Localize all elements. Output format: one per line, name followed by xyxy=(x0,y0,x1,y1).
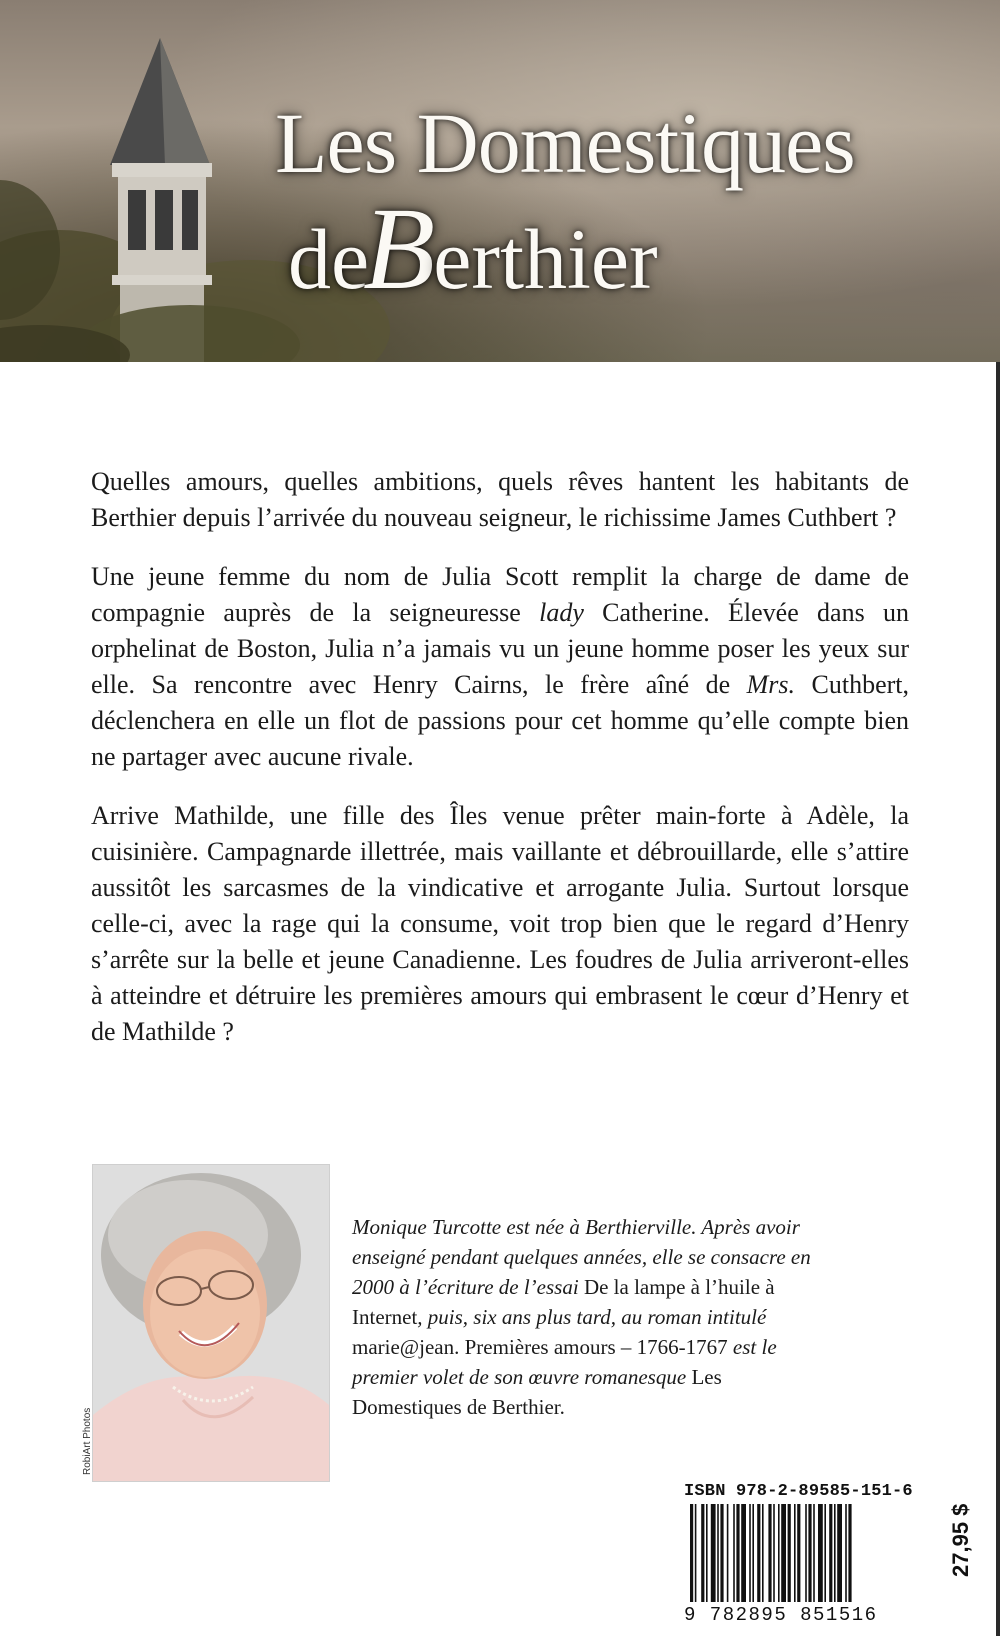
price-label: 27,95 $ xyxy=(948,1503,973,1577)
synopsis-paragraph-3: Arrive Mathilde, une fille des Îles venue prêter main-forte à Adèle, la cuisinière. Campagnarde illettrée, mais vaillante et débrouillarde, elle s’attire aussitôt les sarcasmes de la vindicative et arrogante Julia. Surtout lorsque celle-ci, avec la rage qui la consume, voit trop bien que le regard d’Henry s’arrête sur la belle et jeune Canadienne. Les foudres de Julia arriveront-elles à atteindre et détruire les premières amours qui embrasent le cœur d’Henry et de Mathilde ? xyxy=(91,801,909,1046)
barcode-bar xyxy=(752,1504,754,1602)
barcode-bar xyxy=(727,1504,729,1602)
barcode-bar xyxy=(797,1504,800,1602)
synopsis-p2-part-b: Catherine. Élevée dans un orphelinat de Boston, Julia n’a jamais vu un jeune homme poser les yeux sur elle. Sa rencontre avec Henry Cairns, le frère aîné de xyxy=(91,598,910,699)
synopsis-p2-part-c: Cuthbert, déclenchera en elle un flot de passions pour cet homme qu’elle compte bien ne partager avec aucune rivale. xyxy=(91,670,909,771)
cover-banner xyxy=(0,0,1000,362)
bio-book-3: Les Domestiques de Berthier. xyxy=(352,1365,722,1419)
barcode-bar xyxy=(706,1504,708,1602)
barcode-bar xyxy=(778,1504,780,1602)
book-title xyxy=(0,0,1000,362)
barcode-bar xyxy=(720,1504,723,1602)
author-photo xyxy=(92,1164,330,1482)
author-bio xyxy=(352,1212,812,1422)
barcode-bar xyxy=(837,1504,842,1602)
bio-book-1: De la lampe à l’huile à Internet xyxy=(352,1275,775,1329)
barcode-bar xyxy=(757,1504,760,1602)
barcode-bar xyxy=(813,1504,815,1602)
synopsis-p2-mrs: Mrs. xyxy=(746,670,796,699)
barcode-bar xyxy=(701,1504,704,1602)
bio-part-2: , puis, six ans plus tard, au roman intitulé xyxy=(417,1305,767,1329)
barcode-bar xyxy=(824,1504,826,1602)
synopsis-paragraph-2 xyxy=(91,559,909,775)
cover-edge xyxy=(996,362,1000,1636)
title-initial: B xyxy=(363,183,436,314)
barcode-bar xyxy=(749,1504,751,1602)
barcode-bar xyxy=(773,1504,775,1602)
barcode-digits: 9 782895 851516 xyxy=(684,1604,878,1626)
barcode-bar xyxy=(788,1504,791,1602)
barcode-bar xyxy=(834,1504,836,1602)
isbn-label: ISBN 978-2-89585-151-6 xyxy=(684,1482,913,1501)
barcode-bar xyxy=(736,1504,739,1602)
barcode-bar xyxy=(805,1504,807,1602)
title-rest: erthier xyxy=(433,211,658,307)
barcode-bar xyxy=(768,1504,771,1602)
author-portrait-illustration xyxy=(93,1165,329,1481)
barcode-bar xyxy=(781,1504,786,1602)
barcode-bar xyxy=(818,1504,823,1602)
barcode-bar xyxy=(762,1504,764,1602)
synopsis-paragraph-1: Quelles amours, quelles ambitions, quels rêves hantent les habitants de Berthier depuis l’arrivée du nouveau seigneur, le richissime James Cuthbert ? xyxy=(91,467,909,532)
barcode-bar xyxy=(711,1504,716,1602)
title-prefix: de xyxy=(288,211,370,307)
bio-part-3: est le premier volet de son œuvre romanesque xyxy=(352,1335,777,1389)
synopsis-p2-part-a: Une jeune femme du nom de Julia Scott remplit la charge de dame de compagnie auprès de la seigneuresse xyxy=(91,562,909,627)
barcode-bar xyxy=(808,1504,811,1602)
barcode-bar xyxy=(695,1504,697,1602)
barcode-bar xyxy=(829,1504,832,1602)
photo-credit: RobiArt Photos xyxy=(82,1407,93,1475)
barcode-bar xyxy=(690,1504,693,1602)
title-line-2 xyxy=(288,183,658,314)
synopsis xyxy=(91,464,909,1073)
title-line-1: Les Domestiques xyxy=(275,95,855,191)
barcode-bar xyxy=(848,1504,851,1602)
barcode-bar xyxy=(733,1504,735,1602)
barcode-bar xyxy=(741,1504,746,1602)
barcode-bar xyxy=(845,1504,847,1602)
synopsis-p2-lady: lady xyxy=(539,598,584,627)
bio-part-1: Monique Turcotte est née à Berthierville. Après avoir enseigné pendant quelques années, elle se consacre en 2000 à l’écriture de l’essai xyxy=(352,1215,811,1299)
barcode-bar xyxy=(794,1504,796,1602)
barcode-bar xyxy=(717,1504,719,1602)
bio-book-2: marie@jean. Premières amours – 1766-1767 xyxy=(352,1335,728,1359)
